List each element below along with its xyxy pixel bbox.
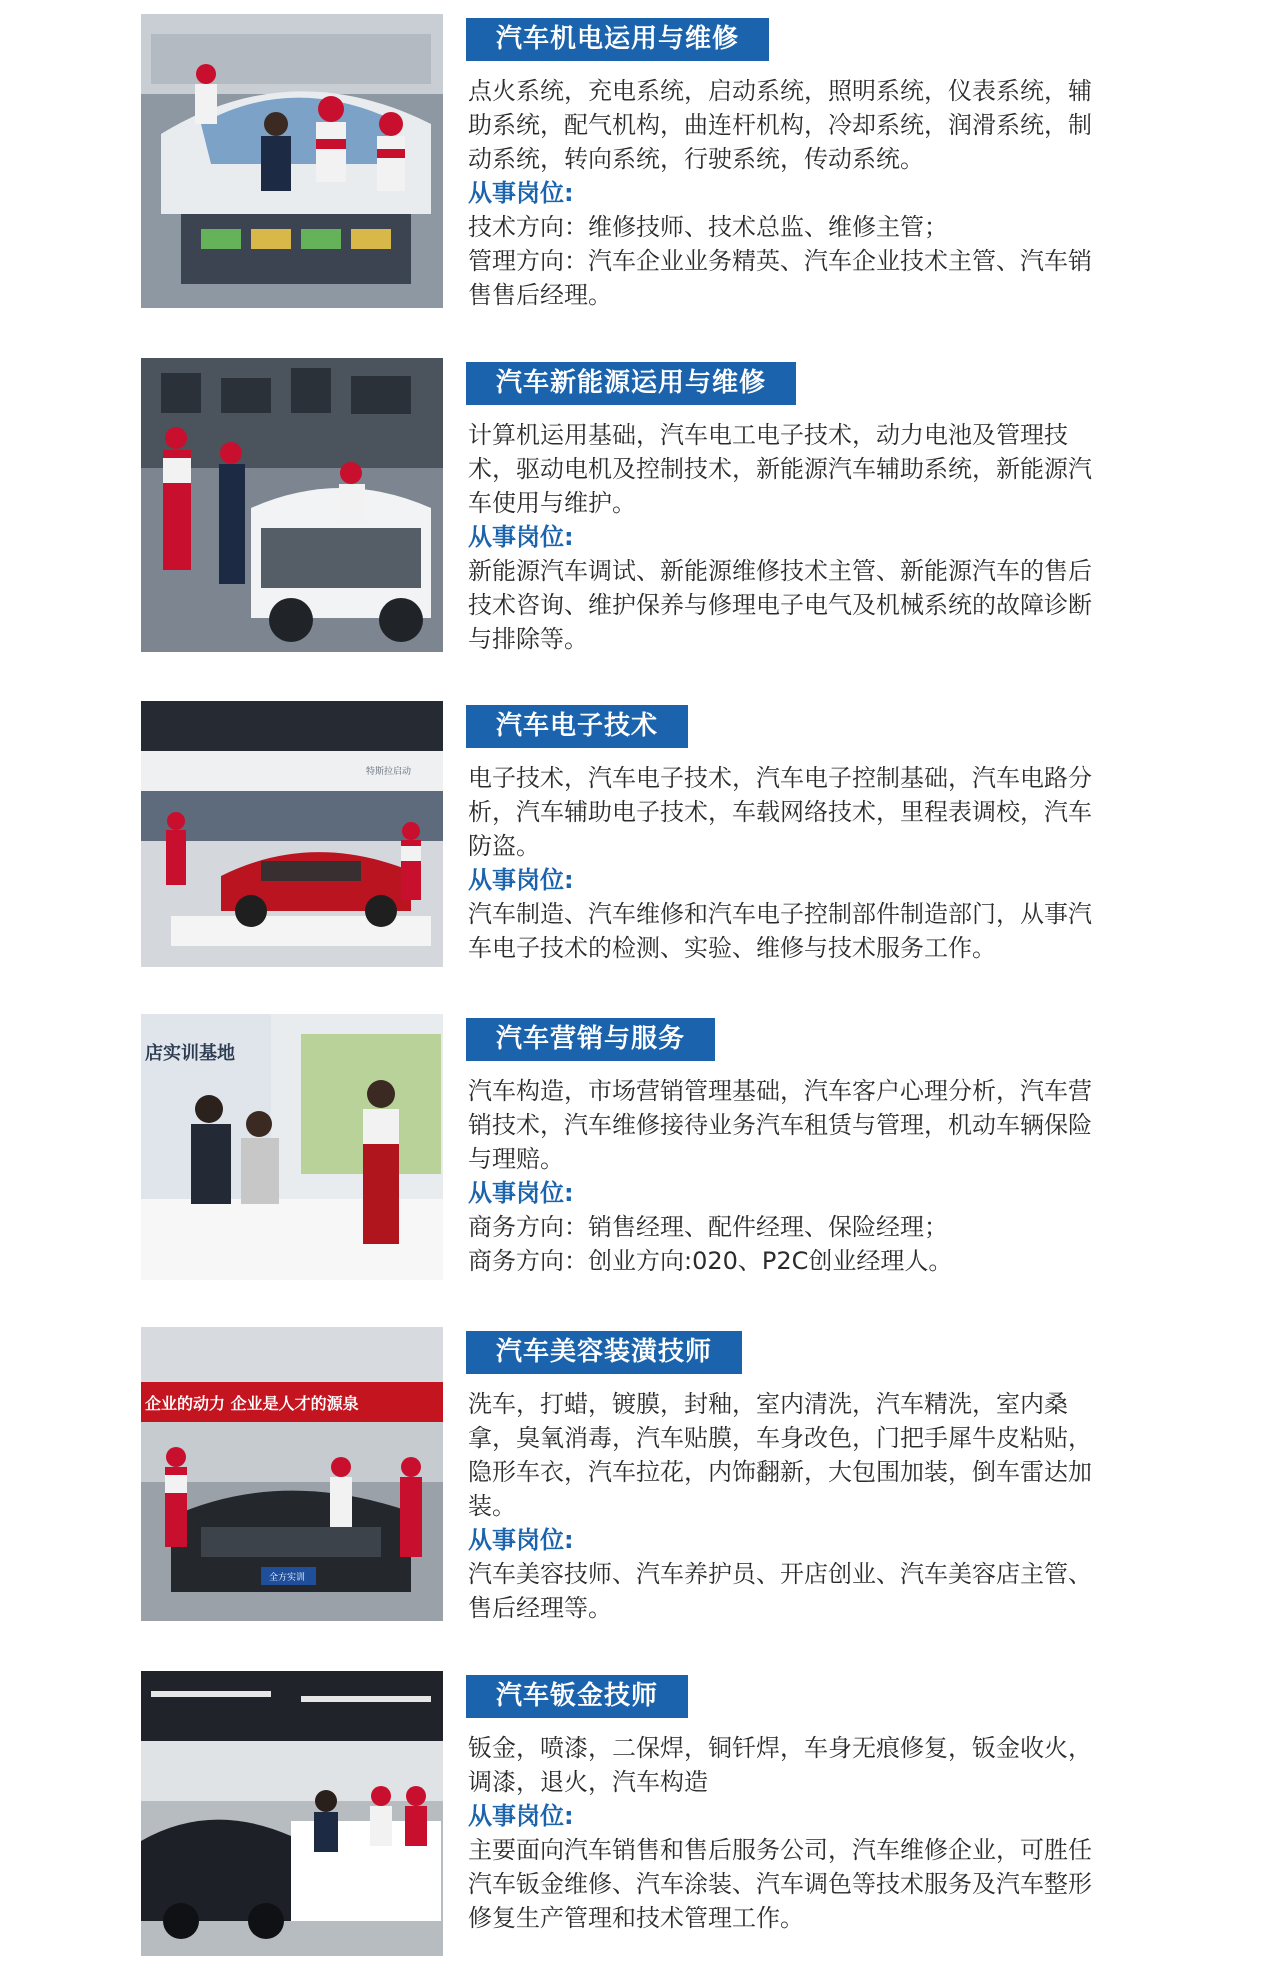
- program-photo: [141, 1014, 443, 1280]
- program-photo: [141, 1327, 443, 1621]
- banner-sign-text: 特斯拉启动: [366, 767, 412, 777]
- jobs-heading: 从事岗位:: [468, 866, 574, 894]
- program-body: [468, 418, 1108, 656]
- job-line: 汽车制造、汽车维修和汽车电子控制部件制造部门，从事汽车电子技术的检测、实验、维修与技术服务工作。: [468, 900, 1092, 962]
- banner-sign-text: 企业的动力 企业是人才的源泉: [145, 1394, 359, 1413]
- program-section-2: [0, 358, 1280, 658]
- program-title: 汽车美容装潢技师: [466, 1331, 742, 1374]
- jobs-heading: 从事岗位:: [468, 523, 574, 551]
- jobs-heading: 从事岗位:: [468, 1802, 574, 1830]
- program-description: 计算机运用基础，汽车电工电子技术，动力电池及管理技术，驱动电机及控制技术，新能源汽车辅助系统，新能源汽车使用与维护。: [468, 421, 1092, 517]
- plate-sign-text: 全方实训: [269, 1573, 306, 1583]
- program-section-6: [0, 1671, 1280, 1971]
- program-photo: [141, 14, 443, 308]
- job-line: 管理方向：汽车企业业务精英、汽车企业技术主管、汽车销售售后经理。: [468, 247, 1092, 309]
- program-body: [468, 74, 1108, 312]
- program-title: 汽车营销与服务: [466, 1018, 715, 1061]
- job-line: 商务方向：创业方向:020、P2C创业经理人。: [468, 1247, 953, 1275]
- program-photo: [141, 701, 443, 967]
- program-section-1: [0, 14, 1280, 314]
- program-body: [468, 1074, 1108, 1278]
- job-line: 技术方向：维修技师、技术总监、维修主管；: [468, 213, 948, 241]
- job-line: 汽车美容技师、汽车养护员、开店创业、汽车美容店主管、售后经理等。: [468, 1560, 1092, 1622]
- program-title: 汽车新能源运用与维修: [466, 362, 796, 405]
- program-photo: [141, 1671, 443, 1956]
- showroom-photo-illustration: [141, 701, 443, 967]
- program-section-4: [0, 1014, 1280, 1314]
- program-title: 汽车电子技术: [466, 705, 688, 748]
- beauty-service-photo-illustration: [141, 1327, 443, 1621]
- program-body: [468, 1731, 1108, 1935]
- job-line: 商务方向：销售经理、配件经理、保险经理；: [468, 1213, 948, 1241]
- program-title: 汽车机电运用与维修: [466, 18, 769, 61]
- program-photo: [141, 358, 443, 652]
- job-line: 主要面向汽车销售和售后服务公司，汽车维修企业，可胜任汽车钣金维修、汽车涂装、汽车调色等技术服务及汽车整形修复生产管理和技术管理工作。: [468, 1836, 1092, 1932]
- program-title: 汽车钣金技师: [466, 1675, 688, 1718]
- program-section-3: [0, 701, 1280, 1001]
- sales-service-photo-illustration: [141, 1014, 443, 1280]
- program-description: 点火系统，充电系统，启动系统，照明系统，仪表系统，辅助系统，配气机构，曲连杆机构，冷却系统，润滑系统，制动系统，转向系统，行驶系统，传动系统。: [468, 77, 1092, 173]
- program-description: 电子技术，汽车电子技术，汽车电子控制基础，汽车电路分析，汽车辅助电子技术，车载网络技术，里程表调校，汽车防盗。: [468, 764, 1092, 860]
- training-sign-text: 店实训基地: [145, 1043, 235, 1064]
- job-line: 新能源汽车调试、新能源维修技术主管、新能源汽车的售后技术咨询、维护保养与修理电子电气及机械系统的故障诊断与排除等。: [468, 557, 1092, 653]
- new-energy-photo-illustration: [141, 358, 443, 652]
- program-body: [468, 761, 1108, 965]
- program-description: 汽车构造，市场营销管理基础，汽车客户心理分析，汽车营销技术，汽车维修接待业务汽车租赁与管理，机动车辆保险与理赔。: [468, 1077, 1092, 1173]
- workshop-photo-illustration: [141, 14, 443, 308]
- program-description: 洗车，打蜡，镀膜，封釉，室内清洗，汽车精洗，室内桑拿，臭氧消毒，汽车贴膜，车身改色，门把手犀牛皮粘贴，隐形车衣，汽车拉花，内饰翻新，大包围加装，倒车雷达加装。: [468, 1390, 1092, 1520]
- bodywork-photo-illustration: [141, 1671, 443, 1956]
- jobs-heading: 从事岗位:: [468, 1526, 574, 1554]
- jobs-heading: 从事岗位:: [468, 179, 574, 207]
- program-section-5: [0, 1327, 1280, 1627]
- jobs-heading: 从事岗位:: [468, 1179, 574, 1207]
- program-body: [468, 1387, 1108, 1625]
- program-description: 钣金，喷漆，二保焊，铜钎焊，车身无痕修复，钣金收火，调漆，退火，汽车构造: [468, 1734, 1092, 1796]
